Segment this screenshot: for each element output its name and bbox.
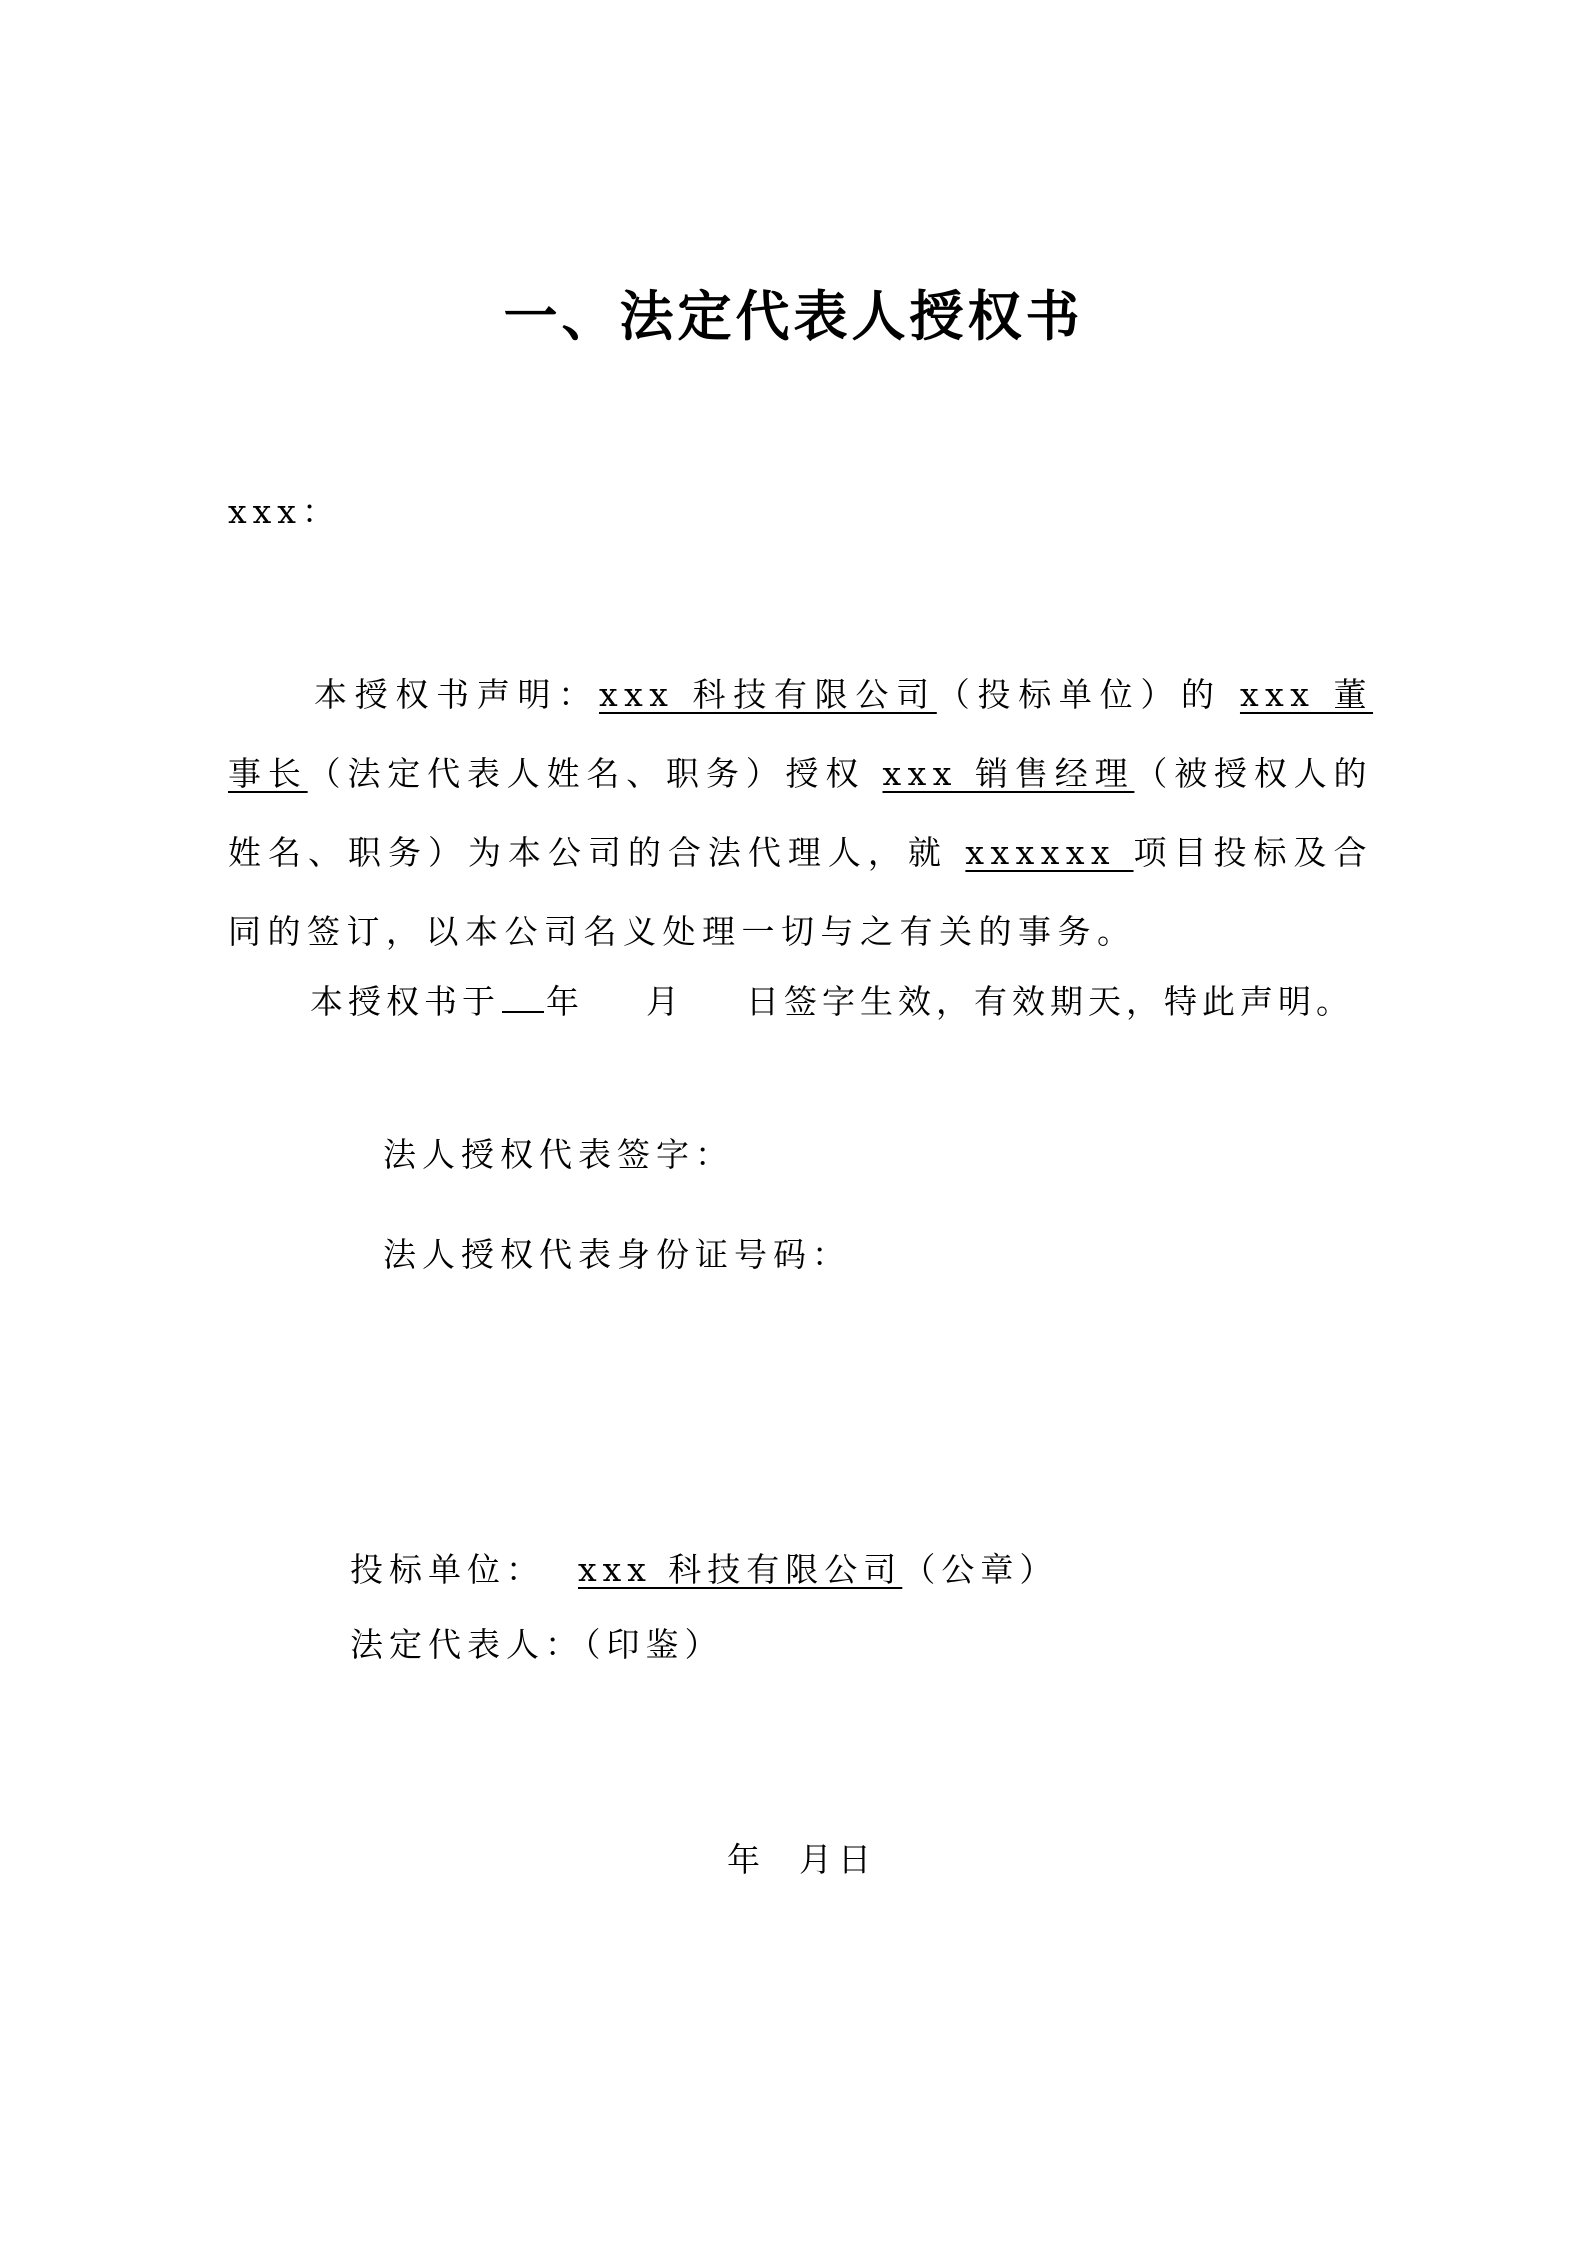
salutation: xxx： xyxy=(228,492,341,531)
paragraph-text: （被授权人的姓名、职务）为本公司的合法代理人，就 xyxy=(228,754,1374,872)
paragraph-text: （投标单位）的 xyxy=(936,675,1240,714)
legal-representative-line xyxy=(350,1623,724,1667)
stamp-note: （公章） xyxy=(902,1550,1059,1589)
page-title: 一、法定代表人授权书 xyxy=(503,285,1084,348)
id-number-label: 法人授权代表身份证号码： xyxy=(383,1235,851,1274)
authorized-person-field: xxx 销售经理 xyxy=(882,754,1135,793)
bidder-name-field: xxx 科技有限公司 xyxy=(577,1550,903,1589)
date-year: 年 xyxy=(727,1840,766,1879)
effective-year: 年 xyxy=(546,982,584,1021)
project-name-field: xxxxxx xyxy=(965,833,1134,872)
paragraph-text: 本授权书声明： xyxy=(314,675,599,714)
effective-prefix: 本授权书于 xyxy=(310,982,500,1021)
effective-date-statement xyxy=(310,980,1354,1024)
date-month-day: 月日 xyxy=(798,1840,877,1879)
signature-label: 法人授权代表签字： xyxy=(383,1135,734,1174)
effective-suffix: 日签字生效，有效期天，特此声明。 xyxy=(745,982,1354,1021)
year-blank-field xyxy=(502,983,544,1013)
legal-representative-field: xxx 董事长 xyxy=(228,675,1374,793)
effective-month: 月 xyxy=(645,982,684,1021)
bidder-line xyxy=(350,1548,1058,1592)
paragraph-text: （法定代表人姓名、职务）授权 xyxy=(307,754,883,793)
paragraph-text: 项目投标及合同的签订，以本公司名义处理一切与之有关的事务。 xyxy=(228,833,1374,951)
authorization-paragraph xyxy=(228,655,1373,971)
legal-representative-label: 法定代表人： xyxy=(350,1625,584,1664)
company-name-field: xxx 科技有限公司 xyxy=(598,675,937,714)
seal-note: （印鉴） xyxy=(584,1625,724,1664)
bidder-label: 投标单位： xyxy=(350,1550,545,1589)
date-line xyxy=(727,1838,877,1882)
